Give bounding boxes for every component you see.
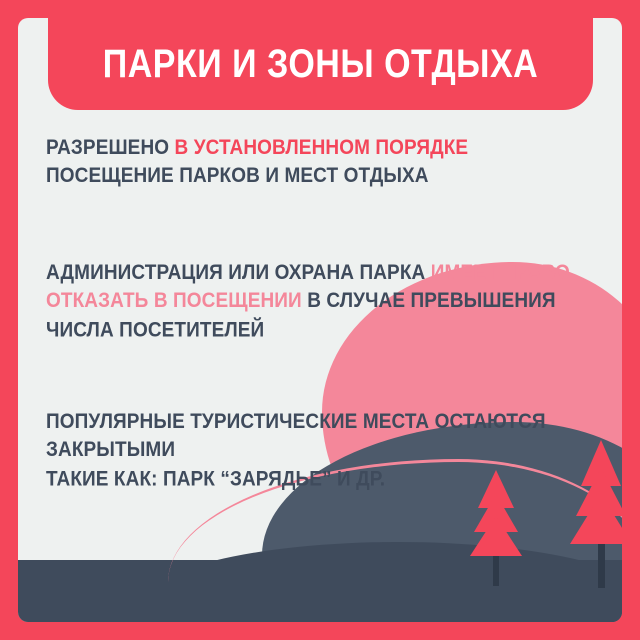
body-text: АДМИНИСТРАЦИЯ ИЛИ ОХРАНА ПАРКА xyxy=(46,260,431,285)
header-banner xyxy=(48,18,593,110)
poster-card xyxy=(18,18,622,622)
paragraph-1 xyxy=(46,134,586,191)
body-text: РАЗРЕШЕНО xyxy=(46,136,175,160)
page-title: ПАРКИ И ЗОНЫ ОТДЫХА xyxy=(102,40,539,86)
highlighted-text: В УСТАНОВЛЕННОМ ПОРЯДКЕ xyxy=(174,136,469,160)
body-text: В СЛУЧАЕ ПРЕВЫШЕНИЯ ЧИСЛА ПОСЕТИТЕЛЕЙ xyxy=(46,289,556,341)
body-text: ТАКИЕ КАК: ПАРК “ЗАРЯДЬЕ” И ДР. xyxy=(46,467,386,491)
content-body xyxy=(46,134,594,491)
highlighted-text: ИМЕЕТ ПРАВО ОТКАЗАТЬ В ПОСЕЩЕНИИ xyxy=(46,260,570,313)
body-text: ПОСЕЩЕНИЕ ПАРКОВ И МЕСТ ОТДЫХА xyxy=(46,164,429,189)
paragraph-2 xyxy=(46,259,586,344)
body-text: ПОПУЛЯРНЫЕ ТУРИСТИЧЕСКИЕ МЕСТА ОСТАЮТСЯ ЗАКРЫТЫМИ xyxy=(46,410,546,463)
paragraph-3 xyxy=(46,408,586,493)
